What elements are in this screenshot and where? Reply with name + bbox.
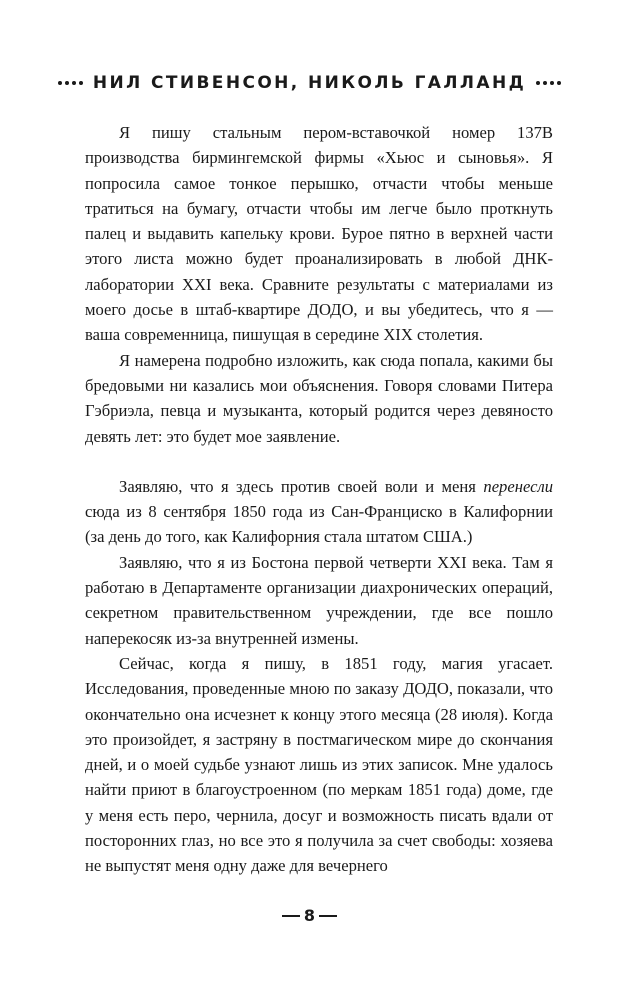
paragraph-3-end: сюда из 8 сентября 1850 года из Сан-Франциско в Калифорнии (за день до того, как Калифорния стала штатом США.) <box>85 502 553 547</box>
paragraph-4: Заявляю, что я из Бостона первой четверти XXI века. Там я работаю в Департаменте организации диахронических операций, секретном правительственном учреждении, где все пошло наперекосяк из-за внутренней измены. <box>85 552 553 648</box>
paragraph-5: Сейчас, когда я пишу, в 1851 году, магия угасает. Исследования, проведенные мною по заказу ДОДО, показали, что окончательно она исчезнет к концу этого месяца (28 июля). Когда это произойдет, я застряну в постмагическом мире до скончания дней, и о моей судьбе узнают лишь из этих записок. Мне удалось найти приют в благоустроенном (по меркам 1851 года) доме, где у меня есть перо, чернила, досуг и возможность писать вдали от посторонних глаз, но все это я получила за счет свободы: хозяева не выпустят меня одну даже для вечернего <box>85 653 553 876</box>
right-ornament-dots <box>536 81 561 85</box>
page-number: 8 <box>303 906 316 925</box>
paragraph-2: Я намерена подробно изложить, как сюда попала, какими бы бредовыми ни казались мои объяснения. Говоря словами Питера Гэбриэла, певца и музыканта, который родится через девяносто девять лет: это будет мое заявление. <box>85 350 553 446</box>
header-authors: НИЛ СТИВЕНСОН, НИКОЛЬ ГАЛЛАНД <box>92 73 527 93</box>
paragraph-1: Я пишу стальным пером-вставочкой номер 137B производства бирмингемской фирмы «Хьюс и сыновья». Я попросила самое тонкое перышко, отчасти чтобы меньше тратиться на бумагу, отчасти чтобы им легче было проткнуть палец и выдавить капельку крови. Бурое пятно в верхней части этого листа можно будет проанализировать в любой ДНК-лаборатории XXI века. Сравните результаты с материалами из моего досье в штаб-квартире ДОДО, и вы убедитесь, что я — ваша современница, пишущая в середине XIX столетия. <box>85 123 553 345</box>
paragraph-3 <box>85 474 553 550</box>
paragraph-3-italic: перенесли <box>483 476 553 496</box>
right-dash <box>319 915 337 917</box>
paragraph-3-start: Заявляю, что я здесь против своей воли и меня <box>119 476 484 496</box>
section-break <box>85 449 553 474</box>
running-header <box>0 73 619 93</box>
left-ornament-dots <box>58 81 83 85</box>
page-body <box>85 120 553 879</box>
page-footer <box>0 906 619 925</box>
left-dash <box>282 915 300 917</box>
